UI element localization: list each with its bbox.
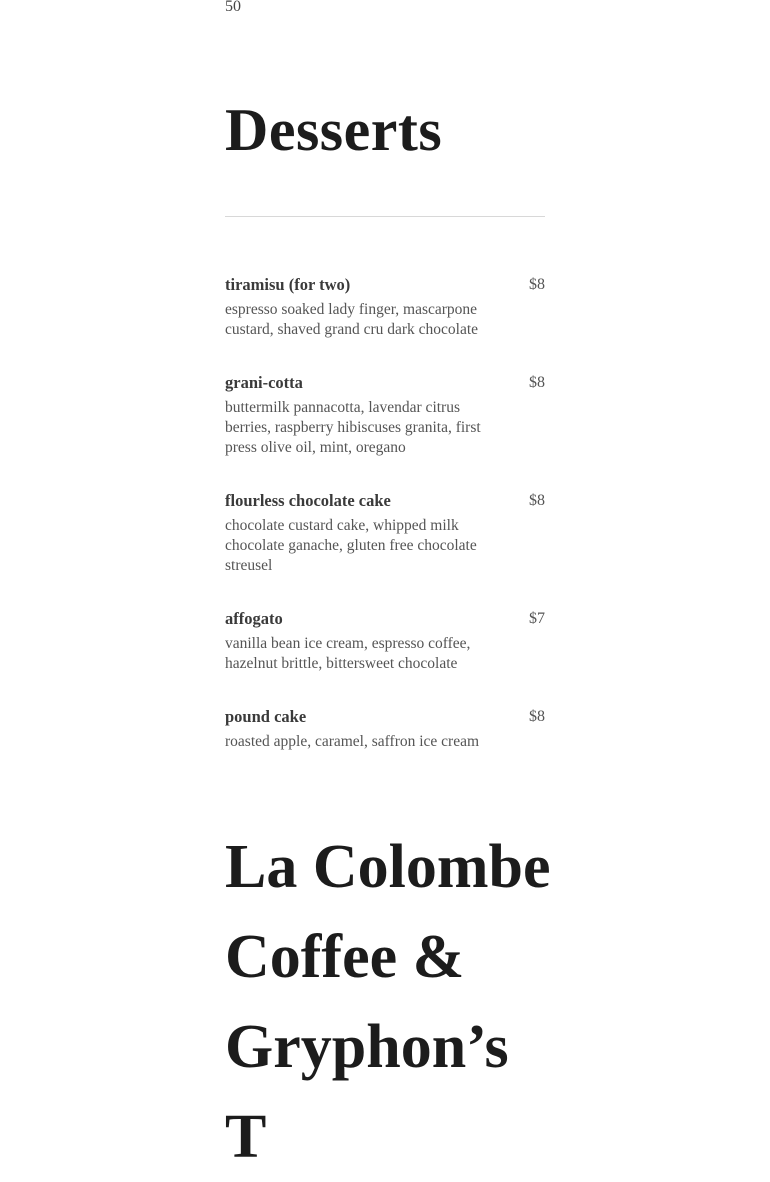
section-divider — [225, 216, 545, 217]
title-line: La Colombe — [225, 833, 551, 901]
menu-item-name: affogato — [225, 609, 283, 628]
menu-item-description: buttermilk pannacotta, lavendar citrus berries, raspberry hibiscuses granita, first press olive oil, mint, oregano — [225, 399, 481, 456]
title-line: Gryphon’s — [225, 1013, 509, 1081]
menu-item-name: pound cake — [225, 707, 307, 726]
menu-item-price: $7 — [529, 610, 545, 627]
menu-item-description: roasted apple, caramel, saffron ice cream — [225, 733, 480, 750]
menu-item — [225, 491, 545, 576]
cut-off-price: 50 — [225, 0, 241, 15]
section-title-coffee — [225, 822, 585, 1182]
menu-item-price: $8 — [529, 708, 545, 725]
menu-item — [225, 373, 545, 458]
menu-item-price: $8 — [529, 492, 545, 509]
menu-item-price: $8 — [529, 276, 545, 293]
menu-item-name: flourless chocolate cake — [225, 491, 391, 510]
menu-item — [225, 707, 545, 752]
section-title-desserts: Desserts — [225, 97, 443, 163]
menu-item — [225, 275, 545, 340]
title-line: Coffee & — [225, 923, 465, 991]
menu-item-name: tiramisu (for two) — [225, 275, 351, 294]
menu-item-price: $8 — [529, 374, 545, 391]
menu-item — [225, 609, 545, 674]
menu-item-description: vanilla bean ice cream, espresso coffee, hazelnut brittle, bittersweet chocolate — [225, 635, 471, 672]
menu-item-name: grani-cotta — [225, 373, 303, 392]
title-line: T — [225, 1103, 267, 1171]
menu-item-description: espresso soaked lady finger, mascarpone custard, shaved grand cru dark chocolate — [225, 301, 479, 338]
menu-item-description: chocolate custard cake, whipped milk chocolate ganache, gluten free chocolate streusel — [225, 517, 477, 574]
